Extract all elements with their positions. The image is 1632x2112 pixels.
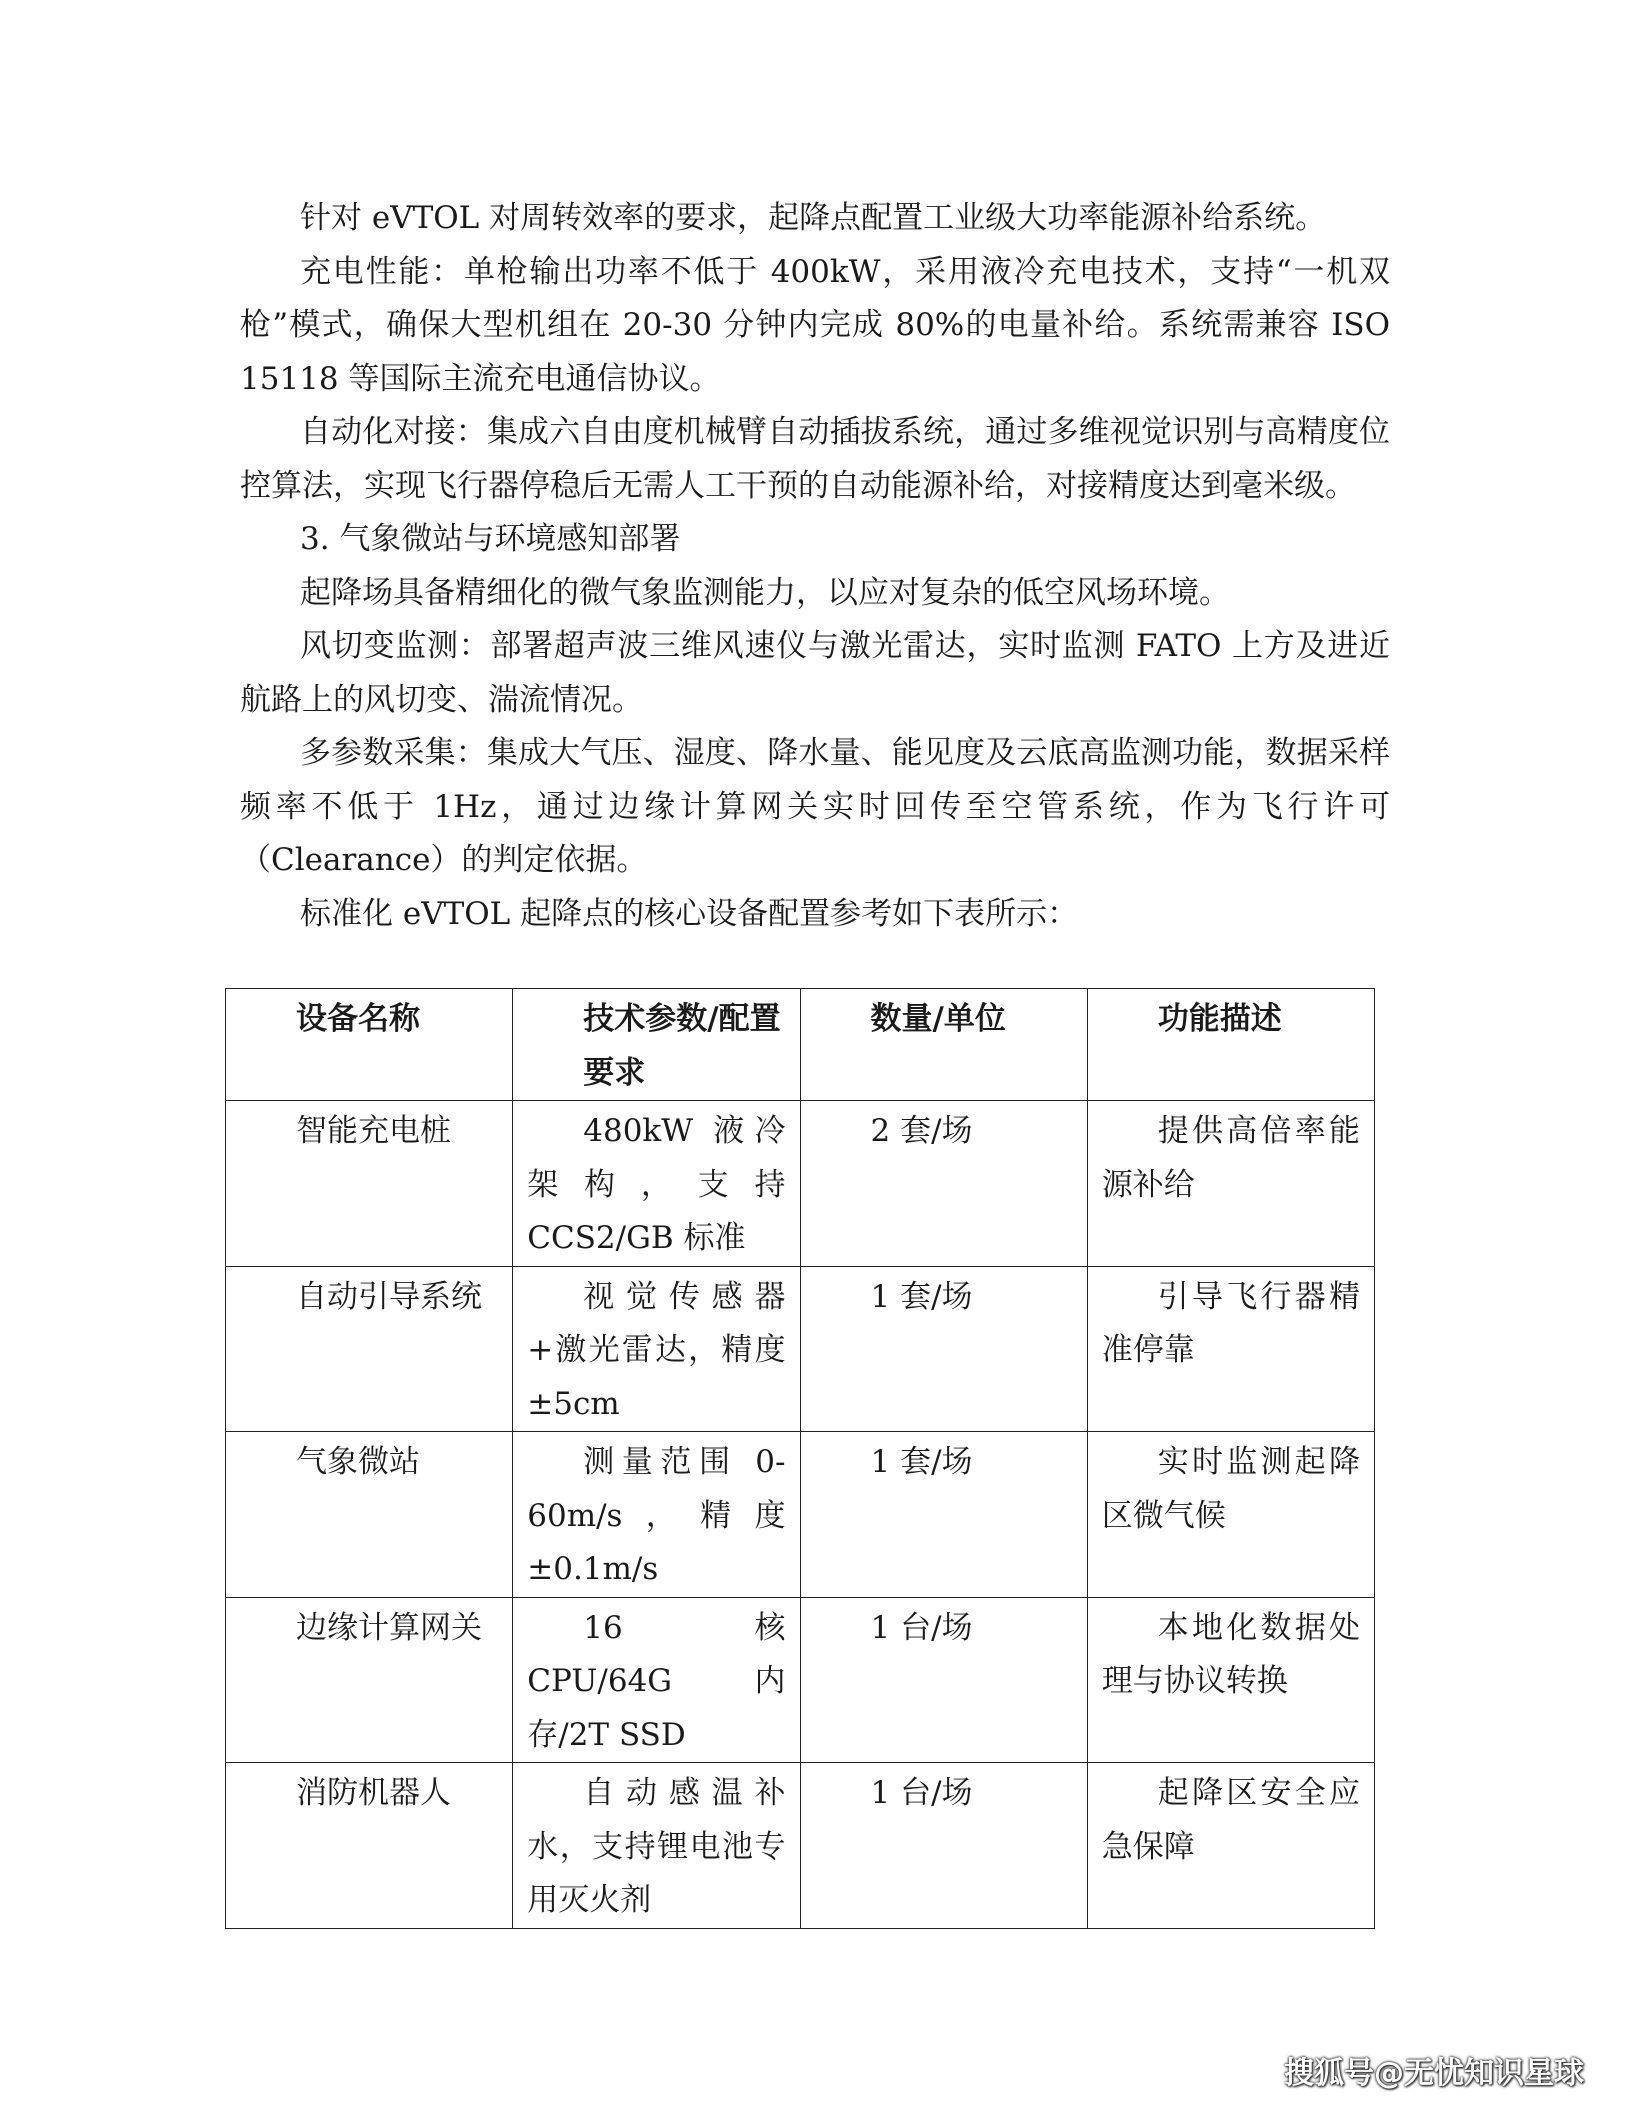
cell-tech-spec: 视觉传感器+激光雷达，精度±5cm	[513, 1266, 800, 1432]
cell-quantity: 1 台/场	[800, 1763, 1087, 1929]
cell-device-name: 边缘计算网关	[226, 1597, 513, 1763]
cell-tech-spec: 480kW 液冷架构，支持 CCS2/GB 标准	[513, 1101, 800, 1267]
cell-function: 提供高倍率能源补给	[1087, 1101, 1374, 1267]
table-row	[226, 1763, 1375, 1929]
cell-function: 引导飞行器精准停靠	[1087, 1266, 1374, 1432]
cell-quantity: 2 套/场	[800, 1101, 1087, 1267]
cell-quantity: 1 台/场	[800, 1597, 1087, 1763]
cell-device-name: 消防机器人	[226, 1763, 513, 1929]
equipment-table	[225, 988, 1375, 1929]
paragraph-auto-docking: 自动化对接：集成六自由度机械臂自动插拔系统，通过多维视觉识别与高精度位控算法，实现飞行器停稳后无需人工干预的自动能源补给，对接精度达到毫米级。	[240, 414, 1390, 504]
cell-function: 本地化数据处理与协议转换	[1087, 1597, 1374, 1763]
header-function: 功能描述	[1087, 989, 1374, 1101]
table-row	[226, 1432, 1375, 1598]
paragraph-table-intro: 标准化 eVTOL 起降点的核心设备配置参考如下表所示：	[300, 895, 1079, 932]
paragraph-multi-parameter: 多参数采集：集成大气压、湿度、降水量、能见度及云底高监测功能，数据采样频率不低于 1Hz，通过边缘计算网关实时回传至空管系统，作为飞行许可（Clearance）的判定依据。	[240, 735, 1390, 878]
watermark: 搜狐号@无忧知识星球	[1284, 2056, 1584, 2091]
paragraph-charging-performance: 充电性能：单枪输出功率不低于 400kW，采用液冷充电技术，支持“一机双枪”模式，确保大型机组在 20-30 分钟内完成 80%的电量补给。系统需兼容 ISO 15118 等国际主流充电通信协议。	[240, 253, 1390, 397]
cell-device-name: 气象微站	[226, 1432, 513, 1598]
table-row	[226, 1266, 1375, 1432]
header-device-name: 设备名称	[226, 989, 513, 1101]
cell-function: 起降区安全应急保障	[1087, 1763, 1374, 1929]
cell-quantity: 1 套/场	[800, 1266, 1087, 1432]
header-tech-spec: 技术参数/配置要求	[513, 989, 800, 1101]
cell-device-name: 自动引导系统	[226, 1266, 513, 1432]
cell-function: 实时监测起降区微气候	[1087, 1432, 1374, 1598]
section-heading-weather-station: 3. 气象微站与环境感知部署	[300, 521, 681, 557]
cell-device-name: 智能充电桩	[226, 1101, 513, 1267]
paragraph-wind-shear: 风切变监测：部署超声波三维风速仪与激光雷达，实时监测 FATO 上方及进近航路上的风切变、湍流情况。	[240, 628, 1390, 718]
paragraph-weather-intro: 起降场具备精细化的微气象监测能力，以应对复杂的低空风场环境。	[300, 574, 1230, 611]
table-row	[226, 1101, 1375, 1267]
table-row	[226, 1597, 1375, 1763]
table-header-row	[226, 989, 1375, 1101]
paragraph-energy-intro: 针对 eVTOL 对周转效率的要求，起降点配置工业级大功率能源补给系统。	[300, 200, 1327, 236]
cell-tech-spec: 16 核 CPU/64G 内存/2T SSD	[513, 1597, 800, 1763]
header-quantity: 数量/单位	[800, 989, 1087, 1101]
cell-tech-spec: 自动感温补水，支持锂电池专用灭火剂	[513, 1763, 800, 1929]
cell-quantity: 1 套/场	[800, 1432, 1087, 1598]
document-body	[240, 192, 1390, 941]
cell-tech-spec: 测量范围 0-60m/s，精度±0.1m/s	[513, 1432, 800, 1598]
